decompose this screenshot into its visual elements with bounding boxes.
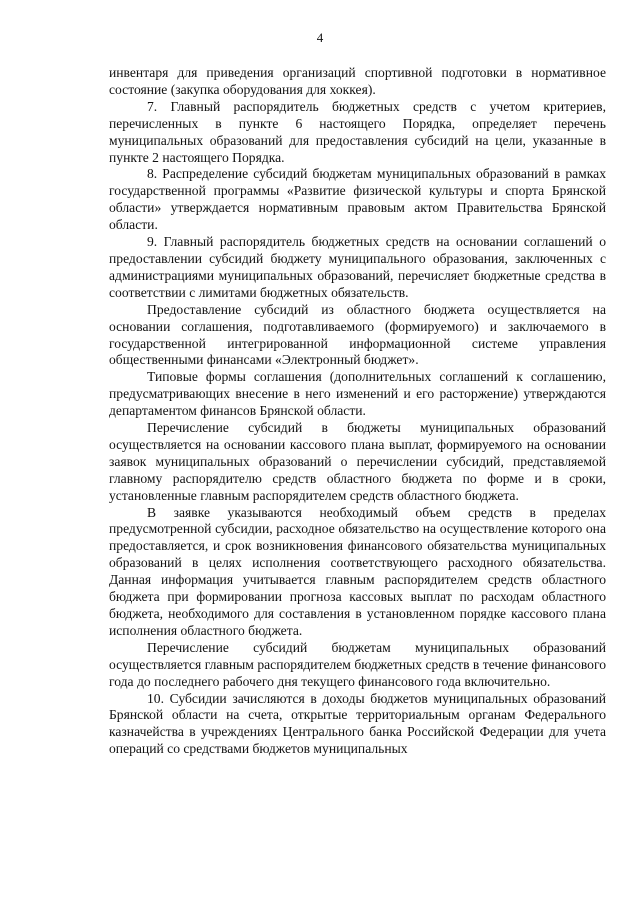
- paragraph-application: В заявке указываются необходимый объем средств в пределах предусмотренной субсидии, расходное обязательство на осуществление которого она предоставляется, и срок возникновения финансового обязательства муниципальных образований в целях исполнения соответствующего расходного обязательства. Данная информация учитывается главным распорядителем средств областного бюджета при формировании прогноза кассовых выплат по расходам областного бюджета, необходимого для составления в установленном порядке кассового плана исполнения областного бюджета.: [109, 504, 606, 638]
- paragraph-item-10: 10. Субсидии зачисляются в доходы бюджетов муниципальных образований Брянской области на счета, открытые территориальным органам Федерального казначейства в учреждениях Центрального банка Российской Федерации для учета операций со средствами бюджетов муниципальных: [109, 690, 606, 757]
- paragraph-standard-forms: Типовые формы соглашения (дополнительных соглашений к соглашению, предусматривающих внесение в него изменений и его расторжение) утверждаются департаментом финансов Брянской области.: [109, 369, 606, 419]
- paragraph-continuation: инвентаря для приведения организаций спортивной подготовки в нормативное состояние (закупка оборудования для хоккея).: [109, 65, 606, 97]
- paragraph-item-8: 8. Распределение субсидий бюджетам муниципальных образований в рамках государственной программы «Развитие физической культуры и спорта Брянской области» утверждается нормативным правовым актом Правительства Брянской области.: [109, 166, 606, 233]
- paragraph-transfer-cash-plan: Перечисление субсидий в бюджеты муниципальных образований осуществляется на основании кассового плана выплат, формируемого на основании заявок муниципальных образований о перечислении субсидий, представляемой главному распорядителю средств областного бюджета по форме и в сроки, установленные главным распорядителем средств областного бюджета.: [109, 420, 606, 503]
- page-number: 4: [316, 30, 324, 45]
- paragraph-electronic-budget: Предоставление субсидий из областного бюджета осуществляется на основании соглашения, подготавливаемого (формируемого) и заключаемого в государственной интегрированной информационной системе управления общественными финансами «Электронный бюджет».: [109, 301, 606, 368]
- paragraph-item-7: 7. Главный распорядитель бюджетных средств с учетом критериев, перечисленных в пункте 6 настоящего Порядка, определяет перечень муниципальных образований для предоставления субсидий на цели, указанные в пункте 2 настоящего Порядка.: [109, 98, 606, 165]
- paragraph-transfer-deadline: Перечисление субсидий бюджетам муниципальных образований осуществляется главным распорядителем бюджетных средств в течение финансового года до последнего рабочего дня текущего финансового года включительно.: [109, 639, 606, 689]
- paragraph-item-9: 9. Главный распорядитель бюджетных средств на основании соглашений о предоставлении субсидий бюджету муниципального образования, заключенных с администрациями муниципальных образований, перечисляет бюджетные средства в соответствии с лимитами бюджетных обязательств.: [109, 234, 606, 300]
- document-body: [109, 65, 606, 758]
